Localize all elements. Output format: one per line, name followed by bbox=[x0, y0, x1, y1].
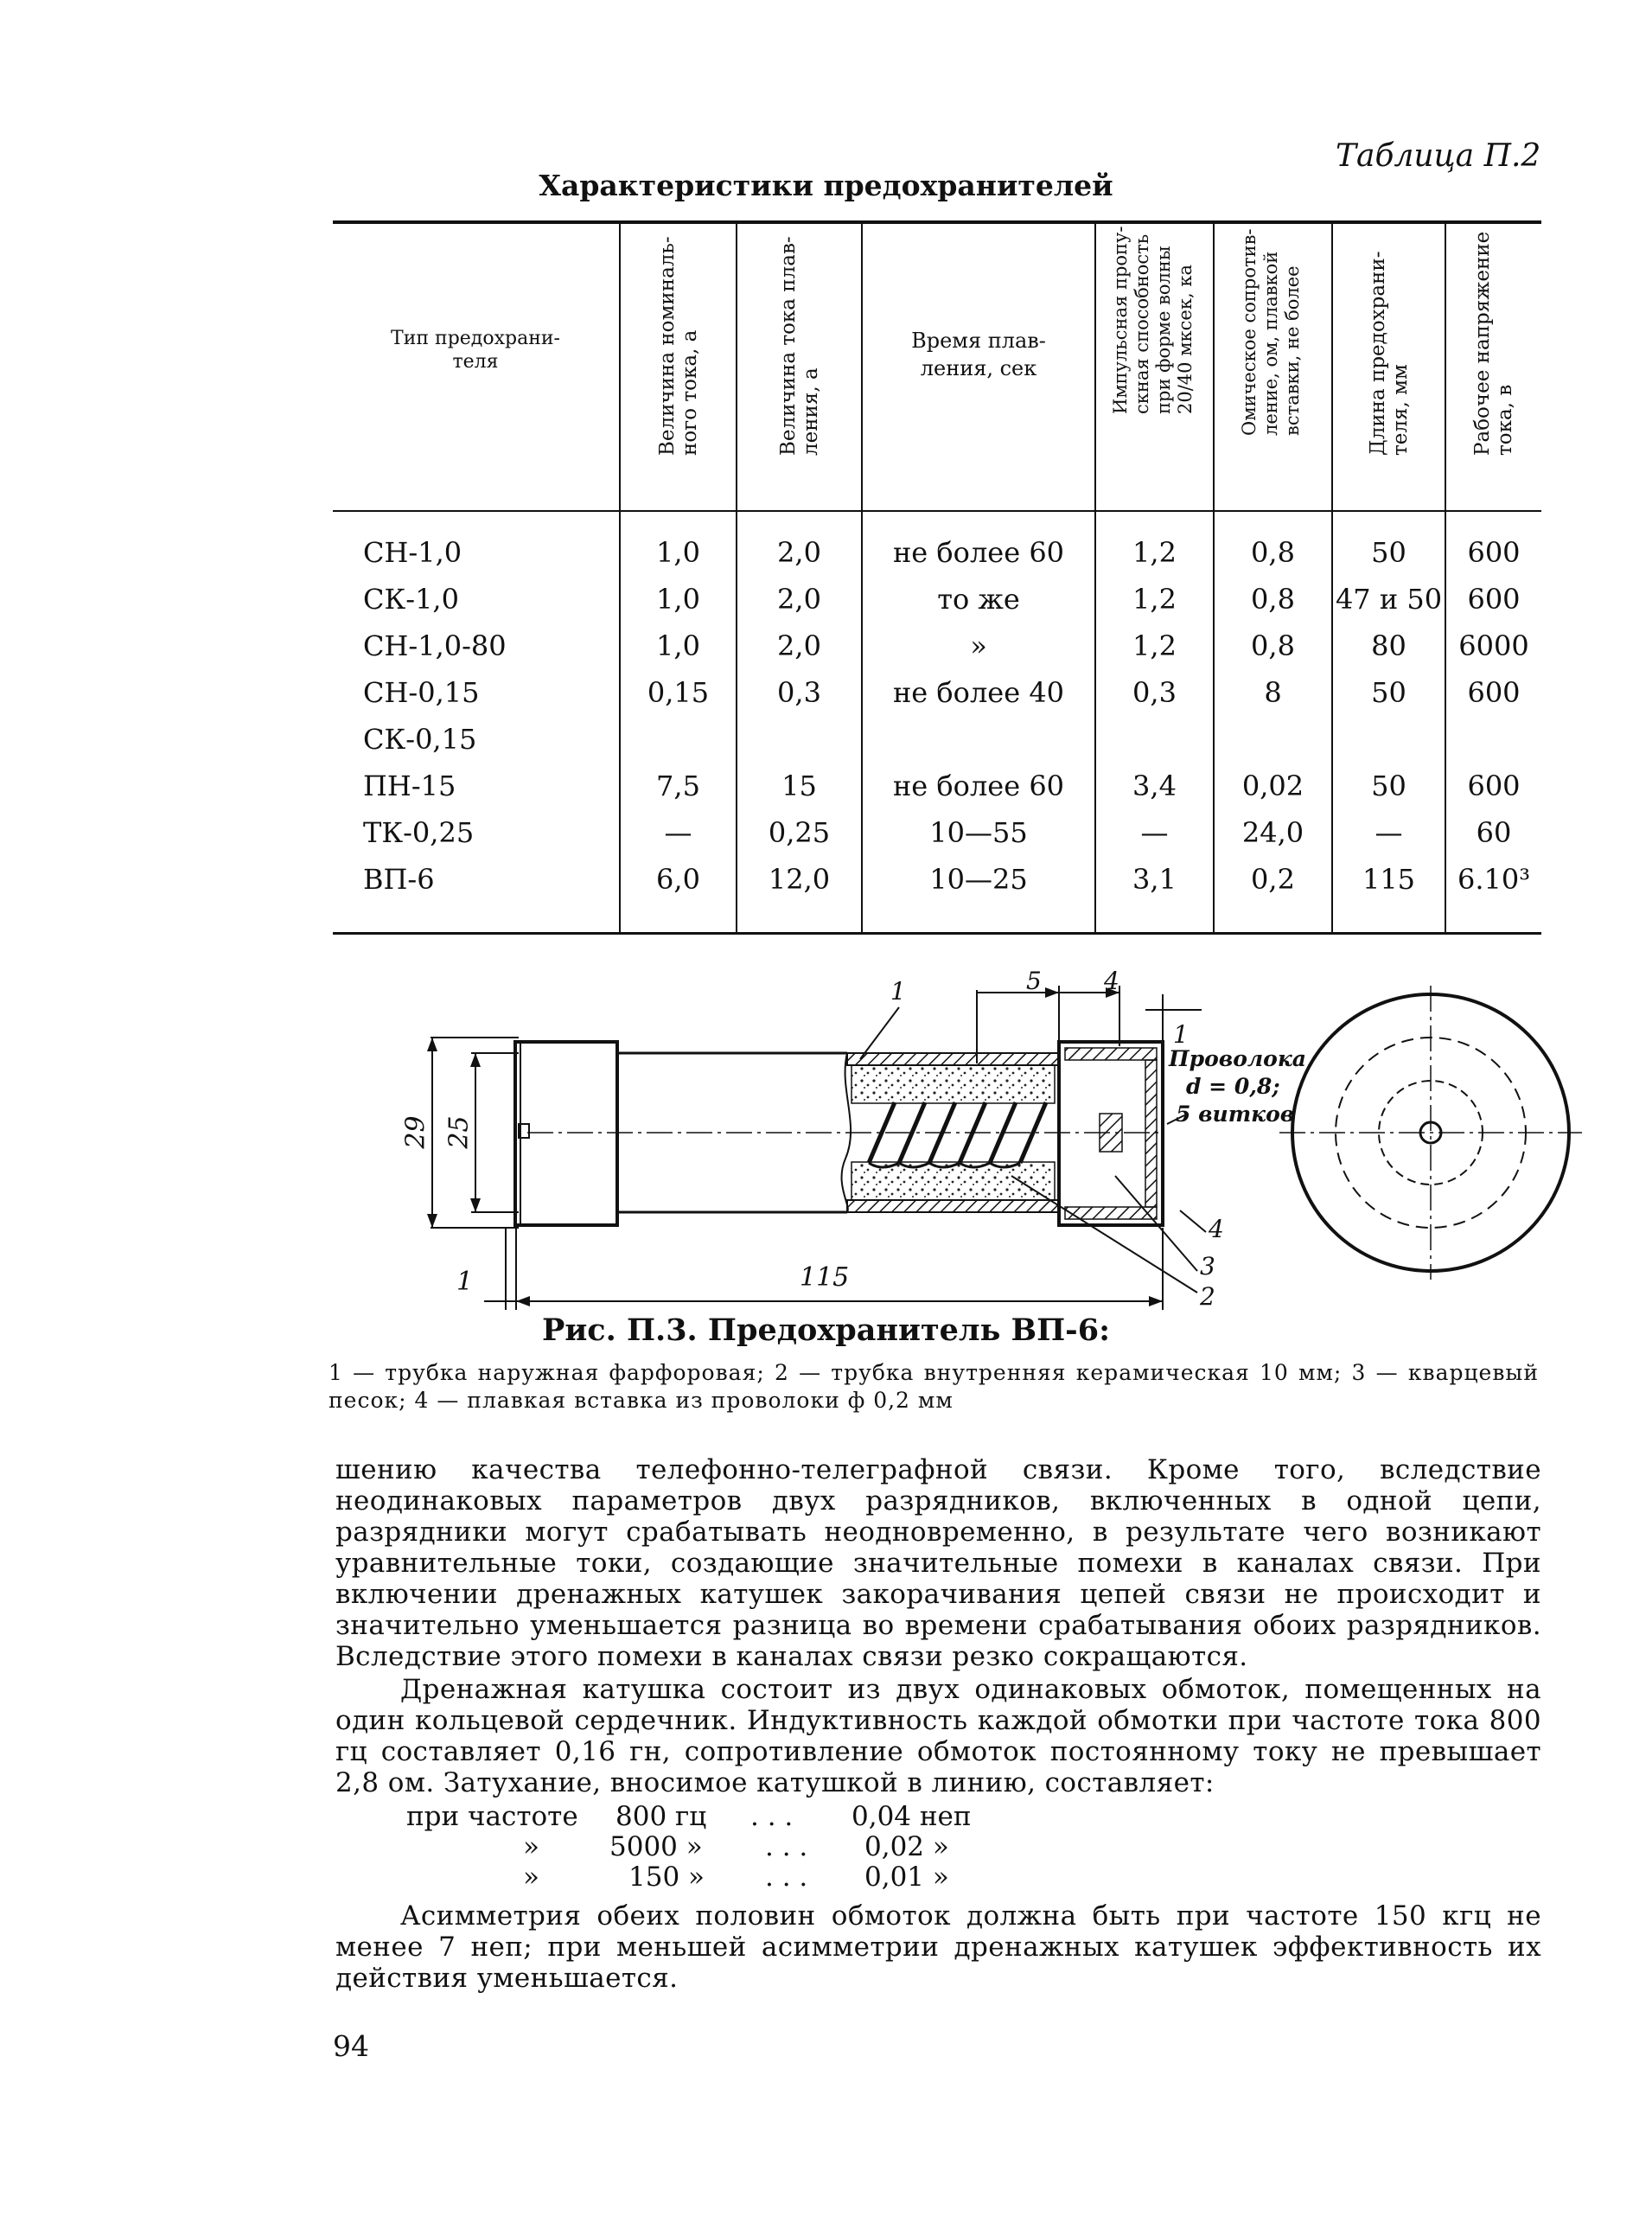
wire-note-2: d = 0,8; bbox=[1186, 1074, 1280, 1099]
header-length: Длина предохрани- теля, мм bbox=[1366, 251, 1412, 456]
wire-note-1: Проволока bbox=[1169, 1046, 1306, 1071]
paragraph: Дренажная катушка состоит из двух одинаковых обмоток, помещенных на один кольцевой сердечник. Индуктивность каждой обмотки при частоте тока 800 гц составляет 0,16 гн, сопротивление обмоток постоянному току не превышает 2,8 ом. Затухание, вносимое катушкой в линию, составляет: bbox=[335, 1674, 1541, 1798]
label-1: 1 bbox=[890, 977, 906, 1006]
header-impulse-capacity: Импульсная пропу- скная способность при форме волны 20/40 мксек, ка bbox=[1109, 226, 1196, 414]
header-melting-current: Величина тока плав- ления, а bbox=[776, 236, 822, 456]
header-voltage: Рабочее напряжение тока, в bbox=[1471, 231, 1516, 456]
table-title: Характеристики предохранителей bbox=[539, 169, 1113, 202]
dim-5: 5 bbox=[1026, 967, 1042, 995]
header-nominal-current: Величина номиналь- ного тока, а bbox=[655, 236, 701, 456]
dim-29: 29 bbox=[400, 1115, 431, 1149]
label-3: 3 bbox=[1200, 1252, 1215, 1280]
label-4: 4 bbox=[1209, 1215, 1224, 1243]
dim-1-bottom: 1 bbox=[456, 1267, 474, 1297]
page-number: 94 bbox=[333, 2029, 369, 2063]
wire-note-3: 5 витков bbox=[1176, 1102, 1295, 1127]
paragraph: шению качества телефонно-телеграфной связи. Кроме того, вследствие неодинаковых параметров двух разрядников, включенных в одной цепи, разрядники могут срабатывать неодновременно, в результате чего возникают уравнительные токи, создающие значительные помехи в каналах связи. При включении дренажных катушек закорачивания цепей связи не происходит и значительно уменьшается разница во времени срабатывания обоих разрядников. Вследствие этого помехи в каналах связи резко сокращаются. bbox=[335, 1454, 1541, 1672]
dim-115: 115 bbox=[800, 1262, 850, 1293]
header-type: Тип предохрани- теля bbox=[391, 328, 560, 373]
dim-1-top: 1 bbox=[1173, 1020, 1189, 1049]
dim-25: 25 bbox=[443, 1115, 475, 1149]
dim-4: 4 bbox=[1104, 967, 1119, 995]
header-melting-time: Время плав- ления, сек bbox=[911, 329, 1046, 380]
header-resistance: Омическое сопротив- ление, ом, плавкой вставки, не более bbox=[1238, 228, 1303, 436]
paragraph: Асимметрия обеих половин обмоток должна быть при частоте 150 кгц не менее 7 неп; при меньшей асимметрии дренажных катушек эффективность их действия уменьшается. bbox=[335, 1900, 1541, 1994]
label-2: 2 bbox=[1200, 1282, 1215, 1311]
table-label: Таблица П.2 bbox=[1336, 138, 1541, 174]
figure-caption-legend: 1 — трубка наружная фарфоровая; 2 — трубка внутренняя керамическая 10 мм; 3 — кварцевый песок; 4 — плавкая вставка из проволоки ф 0,2 мм bbox=[328, 1360, 1539, 1413]
figure-caption-title: Рис. П.3. Предохранитель ВП-6: bbox=[542, 1312, 1110, 1348]
